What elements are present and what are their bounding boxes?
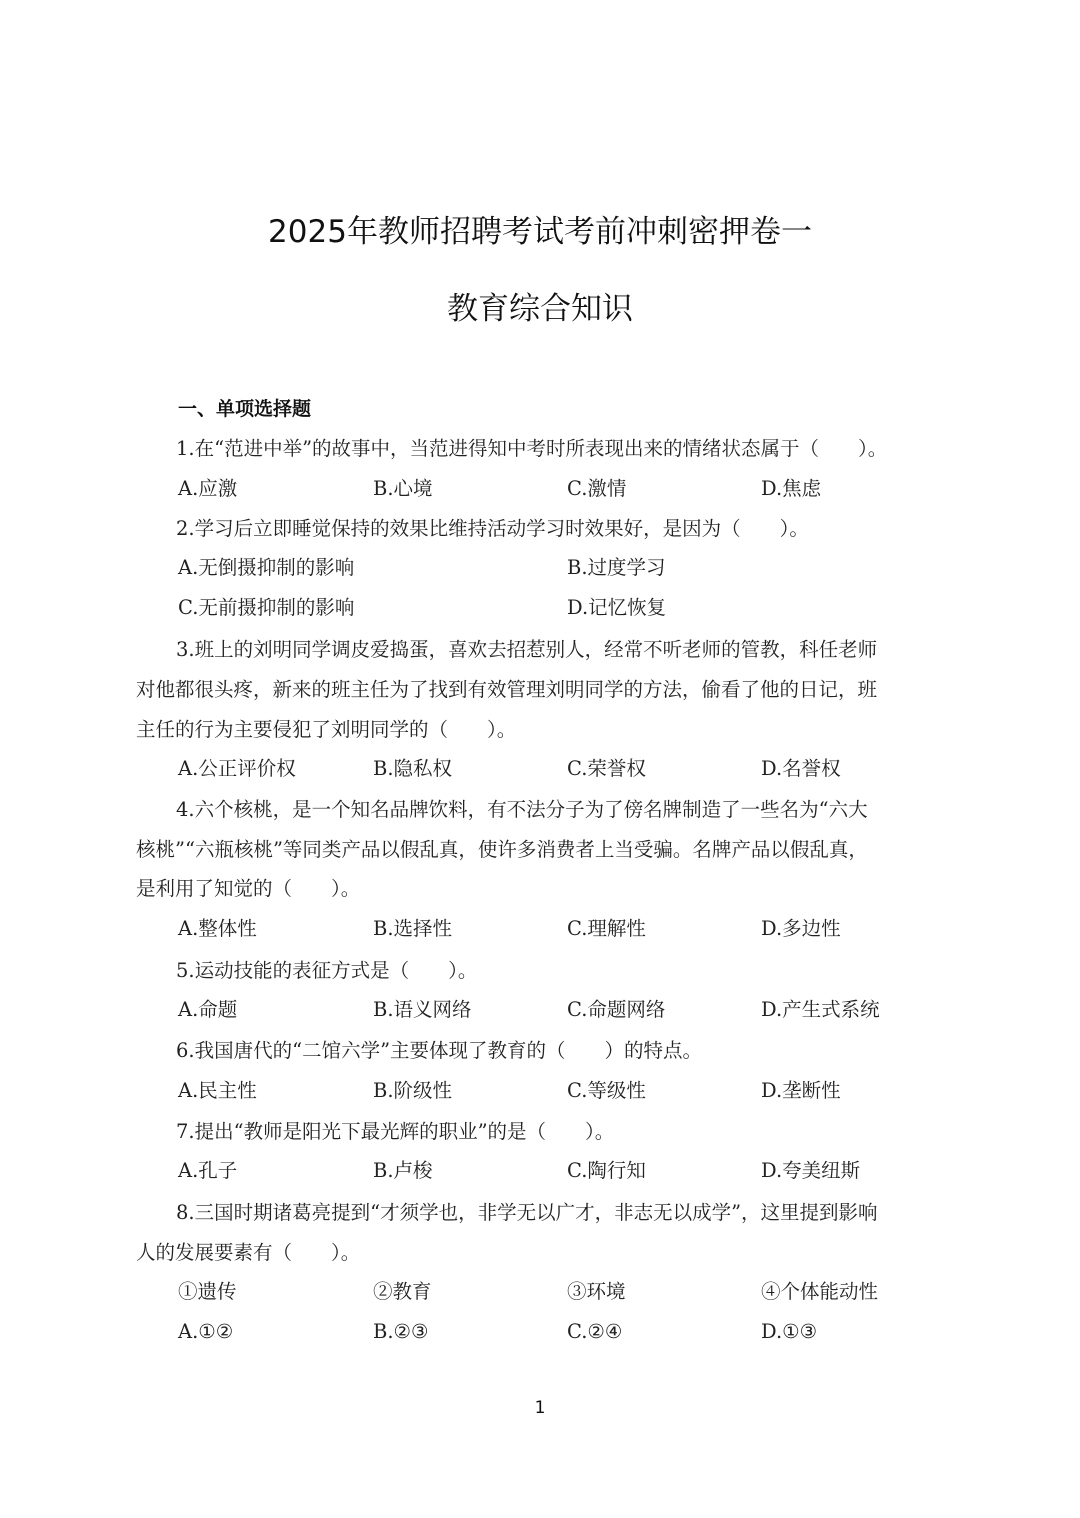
option-c: C.理解性: [567, 917, 646, 940]
option-d: D.多边性: [761, 917, 841, 940]
question-4-text-line-1: 4.六个核桃，是一个知名品牌饮料，有不法分子为了傍名牌制造了一些名为“六大: [176, 798, 868, 821]
option-c: C.荣誉权: [567, 757, 646, 780]
section-heading: 一、单项选择题: [178, 398, 312, 420]
question-7-options: [178, 1158, 958, 1184]
option-a: A.整体性: [178, 917, 257, 940]
option-a: A.①②: [178, 1320, 234, 1343]
question-4-options: [178, 916, 958, 942]
question-8-items: [178, 1279, 958, 1305]
option-d: D.产生式系统: [761, 998, 880, 1021]
question-4-text-line-3: 是利用了知觉的（ ）。: [136, 877, 361, 900]
question-3-text-line-2: 对他都很头疼，新来的班主任为了找到有效管理刘明同学的方法，偷看了他的日记，班: [136, 678, 878, 701]
option-c: C.②④: [567, 1320, 623, 1343]
item-1: ①遗传: [178, 1280, 237, 1303]
option-b: B.阶级性: [373, 1079, 453, 1102]
option-c: C.陶行知: [567, 1159, 646, 1182]
option-a: A.公正评价权: [178, 757, 296, 780]
option-c: C.命题网络: [567, 998, 666, 1021]
option-d: D.垄断性: [761, 1079, 841, 1102]
question-5-text: 5.运动技能的表征方式是（ ）。: [176, 959, 478, 982]
option-d: D.名誉权: [761, 757, 841, 780]
option-b: B.隐私权: [373, 757, 453, 780]
item-3: ③环境: [567, 1280, 626, 1303]
item-4: ④个体能动性: [761, 1280, 879, 1303]
option-a: A.无倒摄抑制的影响: [178, 556, 355, 579]
option-b: B.卢梭: [373, 1159, 433, 1182]
option-c: C.激情: [567, 477, 627, 500]
option-b: B.语义网络: [373, 998, 472, 1021]
question-4-text-line-2: 核桃”“六瓶核桃”等同类产品以假乱真，使许多消费者上当受骗。名牌产品以假乱真，: [136, 838, 868, 861]
option-a: A.应激: [178, 477, 238, 500]
option-b: B.②③: [373, 1320, 429, 1343]
option-c: C.等级性: [567, 1079, 646, 1102]
option-a: A.民主性: [178, 1079, 257, 1102]
option-b: B.过度学习: [567, 556, 666, 579]
exam-title: 2025年教师招聘考试考前冲刺密押卷一: [268, 214, 812, 250]
option-a: A.命题: [178, 998, 238, 1021]
question-6-options: [178, 1078, 958, 1104]
page-number: 1: [534, 1398, 546, 1418]
question-3-text-line-3: 主任的行为主要侵犯了刘明同学的（ ）。: [136, 718, 517, 741]
question-3-options: [178, 756, 958, 782]
question-1-options: [178, 476, 958, 502]
question-2-options-row-1: [178, 555, 958, 581]
question-8-options: [178, 1319, 958, 1345]
question-6-text: 6.我国唐代的“二馆六学”主要体现了教育的（ ）的特点。: [176, 1039, 703, 1062]
question-1-text: 1.在“范进中举”的故事中，当范进得知中考时所表现出来的情绪状态属于（ ）。: [176, 437, 888, 460]
exam-subject: 教育综合知识: [447, 291, 633, 327]
option-a: A.孔子: [178, 1159, 238, 1182]
item-2: ②教育: [373, 1280, 432, 1303]
option-c: C.无前摄抑制的影响: [178, 596, 355, 619]
option-b: B.心境: [373, 477, 433, 500]
question-3-text-line-1: 3.班上的刘明同学调皮爱捣蛋，喜欢去招惹别人，经常不听老师的管教，科任老师: [176, 638, 878, 661]
question-2-text: 2.学习后立即睡觉保持的效果比维持活动学习时效果好，是因为（ ）。: [176, 517, 809, 540]
question-8-text-line-2: 人的发展要素有（ ）。: [136, 1241, 361, 1264]
question-2-options-row-2: [178, 595, 958, 621]
question-5-options: [178, 997, 958, 1023]
option-d: D.①③: [761, 1320, 818, 1343]
option-d: D.夸美纽斯: [761, 1159, 861, 1182]
question-8-text-line-1: 8.三国时期诸葛亮提到“才须学也，非学无以广才，非志无以成学”，这里提到影响: [176, 1201, 878, 1224]
option-b: B.选择性: [373, 917, 453, 940]
option-d: D.焦虑: [761, 477, 822, 500]
option-d: D.记忆恢复: [567, 596, 667, 619]
question-7-text: 7.提出“教师是阳光下最光辉的职业”的是（ ）。: [176, 1120, 615, 1143]
